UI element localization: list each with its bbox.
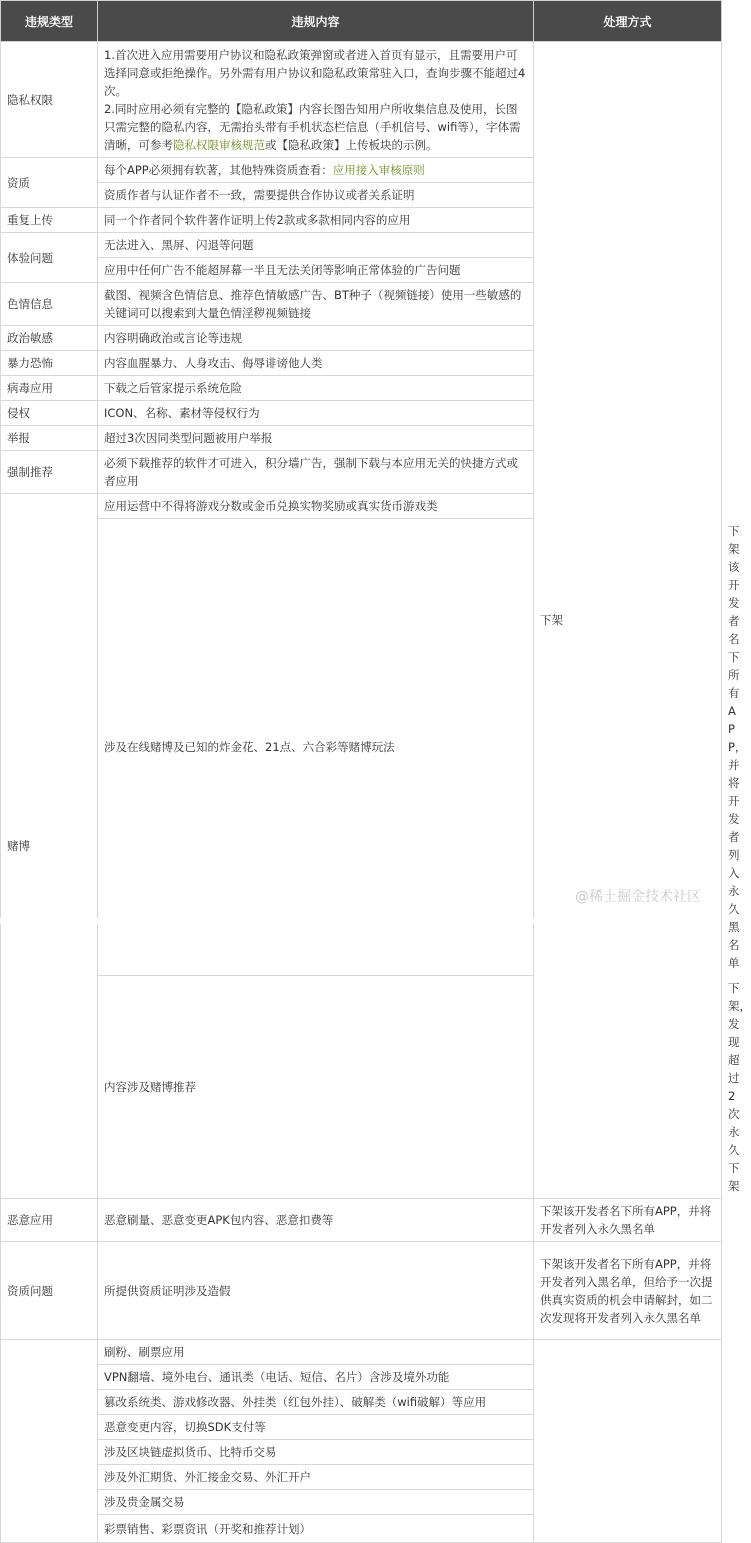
table-row: [1, 1340, 722, 1365]
content-text: 超过3次因同类型问题被用户举报: [104, 431, 273, 445]
violation-content-cell: [98, 258, 534, 283]
content-text: 涉及外汇期货、外汇接金交易、外汇开户: [104, 1470, 311, 1484]
violation-type-cell: 体验问题: [1, 233, 98, 283]
violation-type-cell: 资质问题: [1, 1242, 98, 1340]
header-type: 违规类型: [1, 1, 98, 42]
violation-type-cell: 举报: [1, 426, 98, 451]
violation-content-cell: [98, 519, 534, 976]
violation-content-cell: [98, 158, 534, 183]
violation-content-cell: [98, 183, 534, 208]
table-row: [1, 42, 722, 158]
content-text: ICON、名称、素材等侵权行为: [104, 406, 260, 420]
content-text: 内容血腥暴力、人身攻击、侮辱诽谤他人类: [104, 356, 323, 370]
content-text: 资质作者与认证作者不一致，需要提供合作协议或者关系证明: [104, 188, 415, 202]
violation-content-cell: [98, 351, 534, 376]
violation-content-cell: [98, 1440, 534, 1465]
action-cell: 下架该开发者名下所有APP，并将开发者列入永久黑名单: [534, 1199, 722, 1242]
action-cell: 下架: [534, 42, 722, 1199]
violation-content-cell: [98, 1365, 534, 1390]
content-text: 必须下载推荐的软件才可进入，积分墙广告，强制下载与本应用无关的快捷方式或者应用: [104, 456, 518, 488]
table-header-row: [1, 1, 722, 42]
violation-content-cell: [98, 1490, 534, 1515]
violation-content-cell: [98, 42, 534, 158]
content-text: 2.同时应用必须有完整的【隐私政策】内容长图告知用户所收集信息及使用，长图只需完整的隐私内容，无需抬头带有手机状态栏信息（手机信号、wifi等），字体需清晰，可参考: [104, 101, 521, 152]
violation-type-cell: 侵权: [1, 401, 98, 426]
action-cell: [534, 1340, 722, 1543]
violation-content-cell: [98, 1465, 534, 1490]
violation-content-cell: [98, 1515, 534, 1543]
table-body: [1, 42, 751, 1543]
violation-type-cell: 重复上传: [1, 208, 98, 233]
content-text: 恶意刷量、恶意变更APK包内容、恶意扣费等: [104, 1213, 334, 1227]
content-text: 1.首次进入应用需要用户协议和隐私政策弹窗或者进入首页有显示，且需要用户可选择同意或拒绝操作。另外需有用户协议和隐私政策常驻入口，查询步骤不能超过4次。: [104, 47, 526, 98]
content-text: 无法进入、黑屏、闪退等问题: [104, 238, 254, 252]
violation-content-cell: [98, 451, 534, 494]
violation-type-cell: 病毒应用: [1, 376, 98, 401]
violation-type-cell: 赌博: [1, 494, 98, 1199]
content-text: 应用中任何广告不能超屏幕一半且无法关闭等影响正常体验的广告问题: [104, 263, 461, 277]
violation-content-cell: [98, 1199, 534, 1242]
content-text: 或【隐私政策】上传板块的示例。: [265, 137, 438, 152]
header-action: 处理方式: [534, 1, 722, 42]
header-content: 违规内容: [98, 1, 534, 42]
content-text: 涉及在线赌博及已知的炸金花、21点、六合彩等赌博玩法: [104, 740, 395, 754]
violation-type-cell: 资质: [1, 158, 98, 208]
content-text: 刷粉、刷票应用: [104, 1345, 185, 1359]
table-row: [1, 1242, 722, 1340]
violation-content-cell: [98, 976, 534, 1199]
violation-content-cell: [98, 1415, 534, 1440]
image-cutoff: [0, 918, 721, 924]
violation-type-cell: 暴力恐怖: [1, 351, 98, 376]
watermark: @稀土掘金技术社区: [575, 889, 701, 905]
violation-type-cell: [1, 1340, 98, 1543]
content-text: 应用运营中不得将游戏分数或金币兑换实物奖励或真实货币游戏类: [104, 499, 438, 513]
content-text: 每个APP必须拥有软著，其他特殊资质查看：: [104, 163, 333, 177]
violation-content-cell: [98, 1340, 534, 1365]
table-row: [1, 1199, 722, 1242]
violation-content-cell: [98, 401, 534, 426]
violation-type-cell: 恶意应用: [1, 1199, 98, 1242]
violation-content-cell: [98, 208, 534, 233]
violation-type-cell: 色情信息: [1, 283, 98, 326]
content-text: VPN翻墙、境外电台、通讯类（电话、短信、名片）含涉及境外功能: [104, 1370, 450, 1384]
action-cell: 下架该开发者名下所有APP，并将开发者列入黑名单，但给予一次提供真实资质的机会申请解封，如二次发现将开发者列入永久黑名单: [534, 1242, 722, 1340]
reference-link[interactable]: 隐私权限审核规范: [173, 137, 265, 152]
violation-type-cell: 政治敏感: [1, 326, 98, 351]
content-text: 内容涉及赌博推荐: [104, 1080, 196, 1094]
violation-type-cell: 强制推荐: [1, 451, 98, 494]
violation-content-cell: [98, 326, 534, 351]
content-text: 恶意变更内容，切换SDK支付等: [104, 1420, 266, 1434]
violation-content-cell: [98, 1242, 534, 1340]
content-text: 截图、视频含色情信息、推荐色情敏感广告、BT种子（视频链接）使用一些敏感的关键词可以搜索到大量色情淫秽视频链接: [104, 288, 522, 320]
table-row: 涉及在线赌博及已知的炸金花、21点、六合彩等赌博玩法 下架该开发者名下所有APP，并将开发者列入永久黑名单: [1, 519, 722, 976]
content-text: 所提供资质证明涉及造假: [104, 1283, 231, 1298]
content-text: 涉及区块链虚拟货币、比特币交易: [104, 1445, 277, 1459]
violation-content-cell: [98, 376, 534, 401]
table-row: 内容涉及赌博推荐 下架，发现超过2次永久下架: [1, 976, 722, 1199]
content-text: 彩票销售、彩票资讯（开奖和推荐计划）: [104, 1521, 311, 1536]
content-text: 下载之后管家提示系统危险: [104, 381, 242, 395]
violation-content-cell: [98, 426, 534, 451]
violation-content-cell: [98, 233, 534, 258]
content-text: 篡改系统类、游戏修改器、外挂类（红包外挂）、破解类（wifi破解）等应用: [104, 1395, 487, 1409]
violation-content-cell: [98, 283, 534, 326]
reference-link[interactable]: 应用接入审核原则: [332, 163, 425, 177]
violation-content-cell: [98, 494, 534, 519]
violation-content-cell: [98, 1390, 534, 1415]
content-text: 涉及贵金属交易: [104, 1495, 185, 1509]
content-text: 同一个作者同个软件著作证明上传2款或多款相同内容的应用: [104, 213, 411, 227]
content-text: 内容明确政治或言论等违规: [104, 331, 242, 345]
violation-type-cell: 隐私权限: [1, 42, 98, 158]
